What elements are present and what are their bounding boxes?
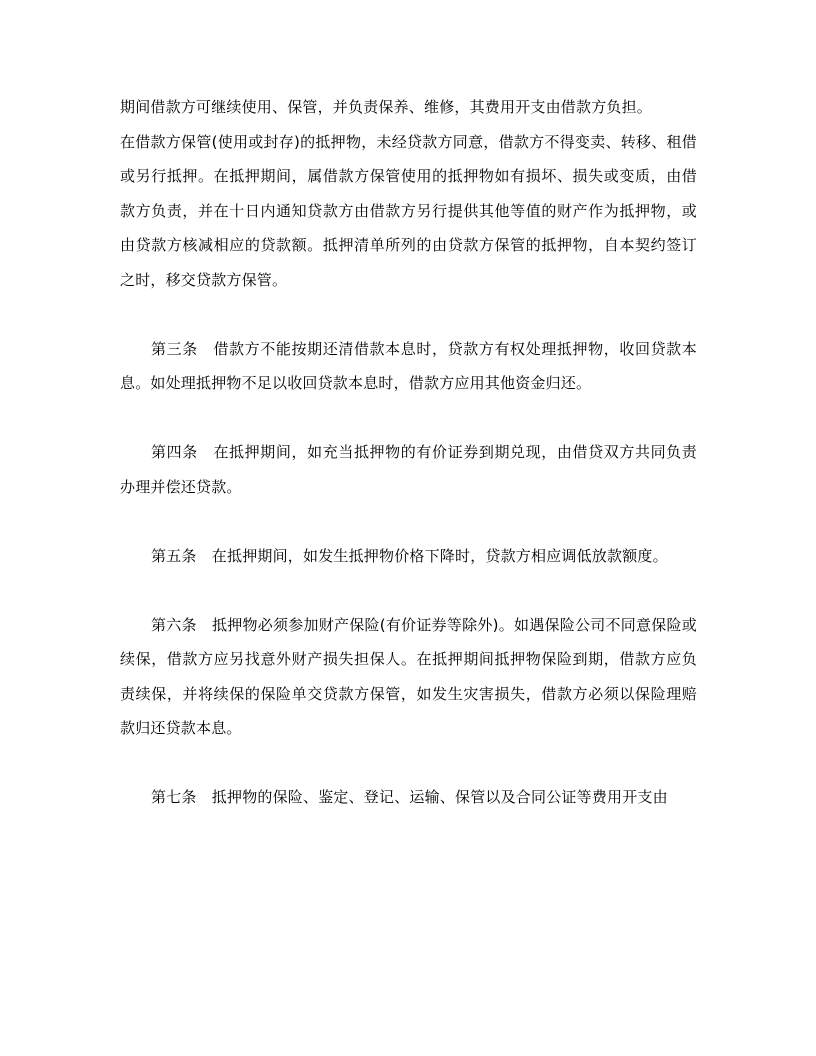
document-body (120, 90, 697, 815)
paragraph-article-7: 第七条 抵押物的保险、鉴定、登记、运输、保管以及合同公证等费用开支由 (151, 788, 668, 806)
paragraph-article-6: 第六条 抵押物必须参加财产保险(有价证券等除外)。如遇保险公司不同意保险或续保，借款方应另找意外财产损失担保人。在抵押期间抵押物保险到期，借款方应负责续保，并将续保的保险单交贷款方保管，如发生灾害损失，借款方必须以保险理赔款归还贷款本息。 (120, 615, 697, 737)
paragraph-article-4: 第四条 在抵押期间，如充当抵押物的有价证券到期兑现，由借贷双方共同负责办理并偿还贷款。 (120, 443, 697, 496)
paragraph-continuation: 期间借款方可继续使用、保管，并负责保养、维修，其费用开支由借款方负担。 (120, 98, 653, 116)
paragraph-article-3: 第三条 借款方不能按期还清借款本息时，贷款方有权处理抵押物，收回贷款本息。如处理抵押物不足以收回贷款本息时，借款方应用其他资金归还。 (120, 339, 697, 392)
paragraph-mortgage-custody: 在借款方保管(使用或封存)的抵押物，未经贷款方同意，借款方不得变卖、转移、租借或另行抵押。在抵押期间，属借款方保管使用的抵押物如有损坏、损失或变质，由借款方负责，并在十日内通知贷款方由借款方另行提供其他等值的财产作为抵押物，或由贷款方核减相应的贷款额。抵押清单所列的由贷款方保管的抵押物，自本契约签订之时，移交贷款方保管。 (120, 132, 697, 289)
paragraph-article-5: 第五条 在抵押期间，如发生抵押物价格下降时，贷款方相应调低放款额度。 (151, 546, 668, 565)
